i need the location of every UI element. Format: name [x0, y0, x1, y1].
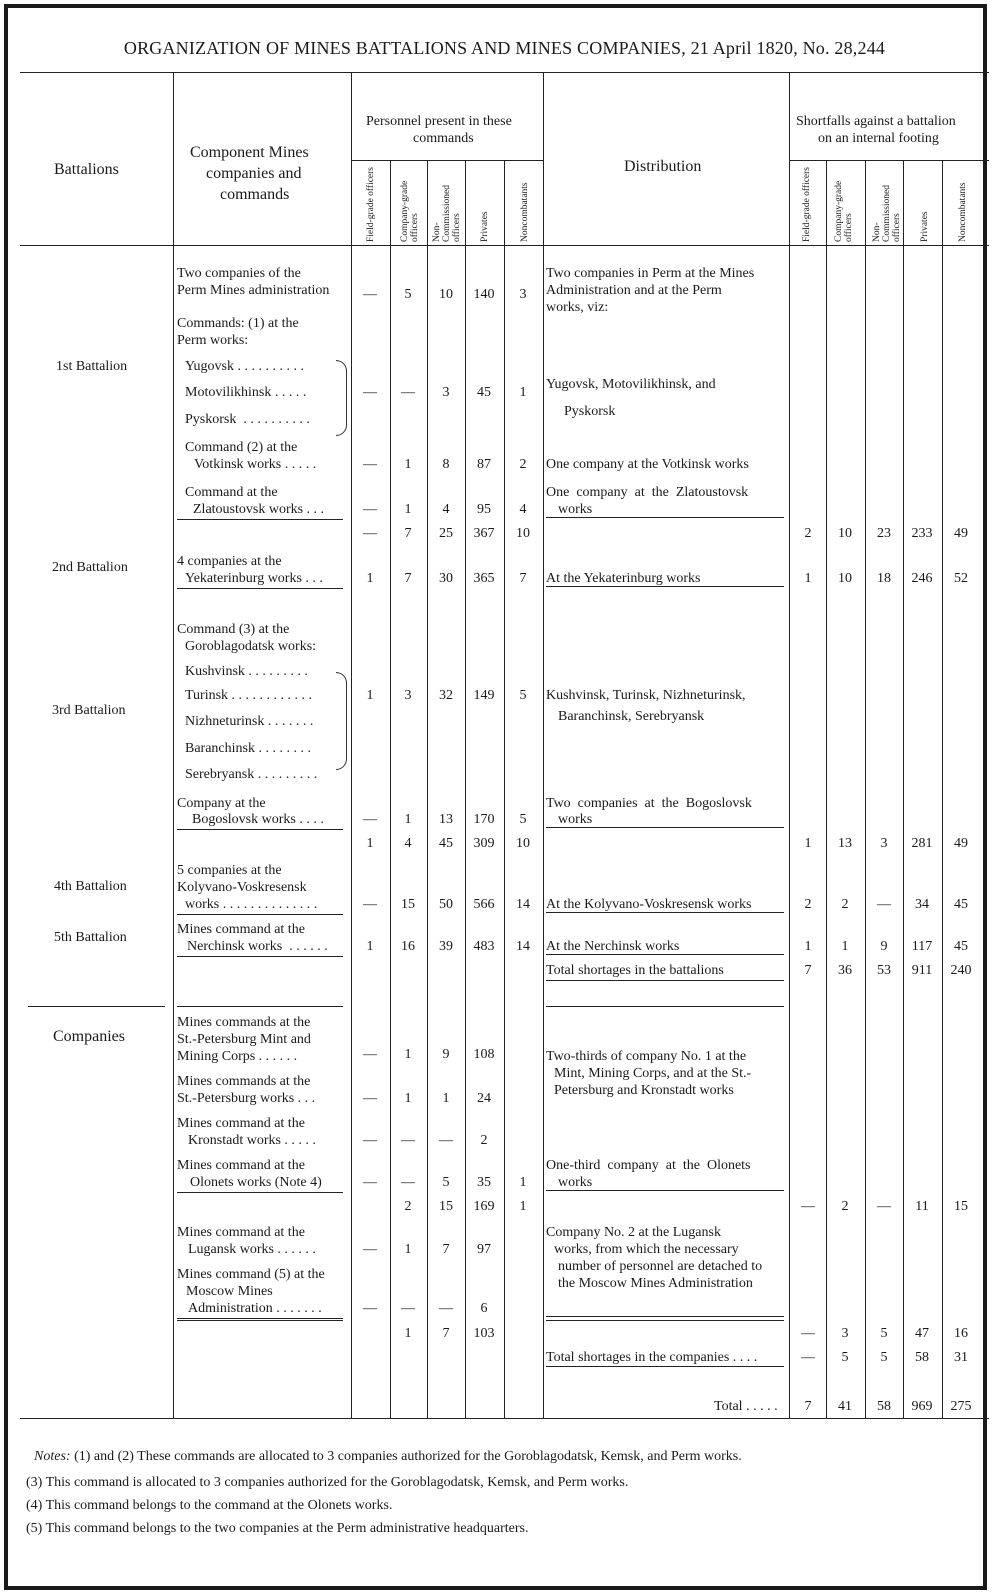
distribution-text: works	[558, 1175, 593, 1190]
present-value: 1	[404, 457, 412, 472]
header-component-3: commands	[220, 186, 290, 203]
shortfall-value: 969	[911, 1399, 933, 1414]
row-divider	[546, 980, 784, 981]
note-4: (4) This command belongs to the command at the Olonets works.	[26, 1498, 393, 1513]
brace	[336, 672, 347, 770]
distribution-text: One-third company at the Olonets	[546, 1158, 751, 1173]
component-text: Motovilikhinsk . . . . .	[185, 385, 307, 400]
component-underline	[177, 829, 343, 830]
present-value: 4	[404, 836, 412, 851]
component-text: Command at the	[185, 485, 278, 500]
present-value: —	[363, 812, 377, 827]
present-value: 5	[442, 1175, 450, 1190]
present-value: 5	[519, 812, 527, 827]
present-value: 45	[477, 385, 491, 400]
distribution-text: works	[558, 812, 593, 827]
present-value: —	[401, 1301, 415, 1316]
present-value: 35	[477, 1175, 491, 1190]
shortfall-value: 9	[880, 939, 888, 954]
shortfall-value: 31	[954, 1350, 968, 1365]
distribution-underline	[546, 912, 784, 913]
present-value: 95	[477, 502, 491, 517]
component-text: 4 companies at the	[177, 554, 282, 569]
distribution-text: Total shortages in the battalions	[546, 963, 724, 978]
shortfall-value: 23	[877, 526, 891, 541]
subheader-field-grade: Field-grade officers	[366, 166, 376, 242]
present-value: 7	[404, 526, 412, 541]
present-value: 3	[442, 385, 450, 400]
row-divider	[546, 1006, 784, 1007]
component-text: St.-Petersburg works . . .	[177, 1091, 316, 1106]
shortfall-value: 45	[954, 897, 968, 912]
present-value: 1	[519, 385, 527, 400]
distribution-text: works	[558, 502, 593, 517]
col-line	[390, 160, 391, 1418]
component-text: Kronstadt works . . . . .	[188, 1133, 316, 1148]
present-value: 2	[480, 1133, 488, 1148]
present-value: 14	[516, 897, 530, 912]
component-text: Lugansk works . . . . . .	[188, 1242, 316, 1257]
distribution-underline	[546, 517, 784, 518]
component-text: Serebryansk . . . . . . . . .	[185, 767, 318, 782]
present-value: 1	[404, 1047, 412, 1062]
note-3: (3) This command is allocated to 3 companies authorized for the Goroblagodatsk, Kemsk, and Perm works.	[26, 1475, 629, 1490]
present-value: 7	[442, 1242, 450, 1257]
shortfall-value: 16	[954, 1326, 968, 1341]
component-text: Zlatoustovsk works . . .	[193, 502, 325, 517]
col-line	[504, 160, 505, 1418]
header-shortfalls-1: Shortfalls against a battalion	[796, 114, 956, 129]
distribution-text: Pyskorsk	[564, 404, 616, 419]
present-value: 1	[366, 688, 374, 703]
distribution-text: Administration and at the Perm	[546, 283, 722, 298]
note-5: (5) This command belongs to the two companies at the Perm administrative headquarters.	[26, 1521, 529, 1536]
present-value: 1	[442, 1091, 450, 1106]
present-value: —	[363, 385, 377, 400]
component-text: Moscow Mines	[186, 1284, 273, 1299]
present-value: 3	[404, 688, 412, 703]
present-value: 140	[473, 287, 495, 302]
component-underline	[177, 1192, 343, 1193]
shortfall-value: 13	[838, 836, 852, 851]
shortfall-value: 36	[838, 963, 852, 978]
note-1	[34, 1448, 742, 1465]
present-value: 3	[519, 287, 527, 302]
subheader-company-grade: Company-grade officers	[400, 180, 420, 242]
component-text: Mines command (5) at the	[177, 1267, 325, 1282]
battalion-label-5: 5th Battalion	[54, 930, 127, 945]
shortfall-value: 1	[841, 939, 849, 954]
distribution-underline	[546, 1190, 784, 1191]
subheader-field-grade-short: Field-grade officers	[802, 166, 812, 242]
present-value: —	[439, 1301, 453, 1316]
present-value: —	[401, 385, 415, 400]
present-value: 1	[366, 836, 374, 851]
col-line	[427, 160, 428, 1418]
present-value: 483	[473, 939, 495, 954]
present-value: 149	[473, 688, 495, 703]
subheader-nco-short: Non-Commissioned officers	[872, 184, 902, 242]
present-value: 30	[439, 571, 453, 586]
present-value: —	[401, 1133, 415, 1148]
present-value: 10	[439, 287, 453, 302]
shortfall-value: 7	[804, 1399, 812, 1414]
present-value: —	[363, 526, 377, 541]
component-text: Commands: (1) at the	[177, 316, 299, 331]
component-underline	[177, 588, 343, 589]
present-value: 2	[404, 1199, 412, 1214]
component-text: Votkinsk works . . . . .	[194, 457, 317, 472]
component-text: Yekaterinburg works . . .	[185, 571, 323, 586]
col-line	[173, 72, 174, 1418]
distribution-text: At the Kolyvano-Voskresensk works	[546, 897, 752, 912]
distribution-text: Total shortages in the companies . . . .	[546, 1350, 758, 1365]
shortfall-value: —	[877, 1199, 891, 1214]
col-line	[826, 160, 827, 1418]
header-distribution: Distribution	[624, 158, 702, 175]
distribution-underline	[546, 827, 784, 828]
shortfall-value: 34	[915, 897, 929, 912]
component-text: Mines command at the	[177, 1116, 305, 1131]
shortfall-value: 58	[877, 1399, 891, 1414]
present-value: 566	[473, 897, 495, 912]
distribution-text: One company at the Zlatoustovsk	[546, 485, 749, 500]
present-value: 169	[473, 1199, 495, 1214]
shortfall-value: 246	[911, 571, 933, 586]
component-text: Pyskorsk . . . . . . . . . .	[185, 412, 310, 427]
component-text: 5 companies at the	[177, 863, 282, 878]
shortfall-value: 53	[877, 963, 891, 978]
present-value: 24	[477, 1091, 491, 1106]
present-value: 1	[404, 1091, 412, 1106]
present-value: 365	[473, 571, 495, 586]
row-divider	[177, 1006, 343, 1007]
present-value: —	[363, 1242, 377, 1257]
present-value: 5	[404, 287, 412, 302]
component-underline	[177, 914, 343, 915]
shortfall-value: 7	[804, 963, 812, 978]
distribution-text: Two-thirds of company No. 1 at the	[546, 1049, 747, 1064]
present-value: 14	[516, 939, 530, 954]
distribution-text: Petersburg and Kronstadt works	[554, 1083, 734, 1098]
header-present-1: Personnel present in these	[366, 114, 512, 129]
component-text: Yugovsk . . . . . . . . . .	[185, 359, 305, 374]
header-battalions: Battalions	[54, 161, 119, 178]
component-text: Turinsk . . . . . . . . . . . .	[185, 688, 313, 703]
distribution-text: At the Nerchinsk works	[546, 939, 680, 954]
component-text: Nerchinsk works . . . . . .	[187, 939, 328, 954]
present-subheader-line	[351, 160, 543, 161]
component-text: Olonets works (Note 4)	[190, 1175, 322, 1190]
present-value: —	[401, 1175, 415, 1190]
component-underline	[177, 519, 343, 520]
present-value: 7	[442, 1326, 450, 1341]
shortfall-value: 240	[950, 963, 972, 978]
shortfall-value: 1	[804, 939, 812, 954]
distribution-underline	[546, 954, 784, 955]
shortfall-value: 49	[954, 836, 968, 851]
component-text: Bogoslovsk works . . . .	[192, 812, 324, 827]
note-1-text: (1) and (2) These commands are allocated to 3 companies authorized for the Goroblagodatsk, Kemsk, and Perm works.	[74, 1449, 742, 1464]
distribution-underline	[546, 586, 784, 587]
shortfall-value: 911	[911, 963, 933, 978]
present-value: 10	[516, 526, 530, 541]
shortfall-value: 281	[911, 836, 933, 851]
shortfall-value: 18	[877, 571, 891, 586]
col-line	[351, 72, 352, 1418]
present-value: 2	[519, 457, 527, 472]
present-value: 367	[473, 526, 495, 541]
shortfall-value: —	[801, 1350, 815, 1365]
component-text: Mining Corps . . . . . .	[177, 1049, 298, 1064]
title-divider	[20, 72, 989, 73]
notes-label: Notes:	[34, 1449, 71, 1464]
battalion-label-1: 1st Battalion	[56, 359, 128, 374]
distribution-text: Mint, Mining Corps, and at the St.-	[554, 1066, 752, 1081]
table-area	[20, 20, 989, 1592]
header-present-2: commands	[413, 131, 474, 146]
shortfall-value: —	[801, 1326, 815, 1341]
present-value: 50	[439, 897, 453, 912]
page-title: ORGANIZATION OF MINES BATTALIONS AND MINES COMPANIES, 21 April 1820, No. 28,244	[123, 38, 886, 58]
shortfall-value: —	[801, 1199, 815, 1214]
distribution-text: Baranchinsk, Serebryansk	[558, 709, 705, 724]
subheader-nco: Non-Commissioned officers	[432, 184, 462, 242]
page-frame	[4, 4, 987, 1590]
header-component-1: Component Mines	[190, 144, 309, 161]
present-value: —	[363, 1091, 377, 1106]
component-text: Perm Mines administration	[177, 283, 330, 298]
subheader-privates: Privates	[480, 211, 490, 242]
shortfall-value: 15	[954, 1199, 968, 1214]
present-value: 8	[442, 457, 450, 472]
battalion-label-companies: Companies	[53, 1028, 125, 1045]
component-underline	[177, 1318, 343, 1319]
present-value: —	[363, 897, 377, 912]
shortfall-value: 10	[838, 526, 852, 541]
component-text: Kolyvano-Voskresensk	[177, 880, 307, 895]
shortfall-value: 52	[954, 571, 968, 586]
distribution-text: At the Yekaterinburg works	[546, 571, 701, 586]
shortfall-value: 117	[911, 939, 933, 954]
present-value: 7	[519, 571, 527, 586]
shortfall-value: 275	[950, 1399, 972, 1414]
present-value: —	[363, 1175, 377, 1190]
shortfall-value: 5	[841, 1350, 849, 1365]
present-value: 103	[473, 1326, 495, 1341]
col-line	[865, 160, 866, 1418]
present-value: 108	[473, 1047, 495, 1062]
shortfall-value: 233	[911, 526, 933, 541]
subheader-privates-short: Privates	[920, 211, 930, 242]
shortfall-value: 41	[838, 1399, 852, 1414]
present-value: 16	[401, 939, 415, 954]
subheader-company-grade-short: Company-grade officers	[834, 180, 854, 242]
component-text: Perm works:	[177, 333, 249, 348]
col-line	[903, 160, 904, 1418]
brace	[336, 360, 347, 436]
present-value: —	[363, 502, 377, 517]
shortfall-value: 3	[880, 836, 888, 851]
component-text: Company at the	[177, 796, 266, 811]
shortfall-value: 10	[838, 571, 852, 586]
distribution-text: One company at the Votkinsk works	[546, 457, 749, 472]
shortfall-value: 3	[841, 1326, 849, 1341]
component-text: Mines commands at the	[177, 1015, 311, 1030]
distribution-text: Two companies at the Bogoslovsk	[546, 796, 752, 811]
shortfall-value: 45	[954, 939, 968, 954]
distribution-text: Company No. 2 at the Lugansk	[546, 1225, 721, 1240]
component-text: St.-Petersburg Mint and	[177, 1032, 311, 1047]
shortfall-value: 49	[954, 526, 968, 541]
subheader-noncombatants: Noncombatants	[520, 182, 530, 242]
battalion-label-2: 2nd Battalion	[52, 560, 128, 575]
table-bottom-line	[20, 1418, 989, 1419]
component-text: Goroblagodatsk works:	[185, 639, 317, 654]
row-divider	[546, 1320, 784, 1321]
present-value: —	[363, 1301, 377, 1316]
shortfall-value: 11	[915, 1199, 929, 1214]
row-divider	[177, 1320, 343, 1321]
component-text: Command (3) at the	[177, 622, 290, 637]
present-value: 1	[404, 1242, 412, 1257]
row-divider	[546, 1366, 784, 1367]
shortfall-value: 2	[841, 1199, 849, 1214]
present-value: 1	[366, 939, 374, 954]
present-value: 87	[477, 457, 491, 472]
present-value: 13	[439, 812, 453, 827]
present-value: 5	[519, 688, 527, 703]
present-value: —	[363, 287, 377, 302]
present-value: 170	[473, 812, 495, 827]
shortfall-value: 1	[804, 571, 812, 586]
battalion-label-3: 3rd Battalion	[52, 703, 126, 718]
present-value: 25	[439, 526, 453, 541]
present-value: 1	[404, 812, 412, 827]
shortfall-value: 1	[804, 836, 812, 851]
present-value: 309	[473, 836, 495, 851]
shortfall-value: 47	[915, 1326, 929, 1341]
shortfall-value: —	[877, 897, 891, 912]
present-value: —	[363, 1133, 377, 1148]
shortfall-value: 2	[804, 526, 812, 541]
battalion-label-4: 4th Battalion	[54, 879, 127, 894]
component-text: Administration . . . . . . .	[188, 1301, 322, 1316]
shortfall-value: 2	[804, 897, 812, 912]
component-text: Baranchinsk . . . . . . . .	[185, 741, 311, 756]
present-value: 1	[519, 1199, 527, 1214]
col-line	[789, 72, 790, 1418]
col-line	[543, 72, 544, 1418]
distribution-text: works, viz:	[546, 300, 609, 315]
component-text: Two companies of the	[177, 266, 301, 281]
distribution-underline	[546, 1316, 784, 1317]
col-line	[465, 160, 466, 1418]
component-text: works . . . . . . . . . . . . . .	[185, 897, 318, 912]
present-value: 15	[401, 897, 415, 912]
distribution-text: the Moscow Mines Administration	[558, 1276, 753, 1291]
subheader-noncombatants-short: Noncombatants	[958, 182, 968, 242]
present-value: 1	[366, 571, 374, 586]
distribution-text: Two companies in Perm at the Mines	[546, 266, 755, 281]
present-value: 7	[404, 571, 412, 586]
component-underline	[177, 956, 343, 957]
present-value: —	[363, 457, 377, 472]
present-value: 32	[439, 688, 453, 703]
header-component-2: companies and	[206, 165, 302, 182]
component-text: Command (2) at the	[185, 440, 298, 455]
shortfall-subheader-line	[789, 160, 989, 161]
shortfall-value: 58	[915, 1350, 929, 1365]
present-value: 45	[439, 836, 453, 851]
companies-divider	[28, 1006, 165, 1007]
shortfall-value: 2	[841, 897, 849, 912]
component-text: Mines commands at the	[177, 1074, 311, 1089]
present-value: 1	[404, 1326, 412, 1341]
component-text: Nizhneturinsk . . . . . . .	[185, 714, 314, 729]
present-value: 4	[519, 502, 527, 517]
shortfall-value: 5	[880, 1326, 888, 1341]
distribution-text: number of personnel are detached to	[558, 1259, 763, 1274]
distribution-text: Kushvinsk, Turinsk, Nizhneturinsk,	[546, 688, 746, 703]
present-value: 4	[442, 502, 450, 517]
present-value: 9	[442, 1047, 450, 1062]
distribution-text: works, from which the necessary	[554, 1242, 739, 1257]
distribution-text: Total . . . . .	[714, 1399, 778, 1414]
col-line	[942, 160, 943, 1418]
present-value: 15	[439, 1199, 453, 1214]
component-text: Mines command at the	[177, 1225, 305, 1240]
component-text: Mines command at the	[177, 922, 305, 937]
present-value: 6	[480, 1301, 488, 1316]
present-value: —	[439, 1133, 453, 1148]
header-shortfalls-2: on an internal footing	[818, 131, 939, 146]
present-value: 97	[477, 1242, 491, 1257]
present-value: 1	[519, 1175, 527, 1190]
distribution-text: Yugovsk, Motovilikhinsk, and	[546, 377, 716, 392]
present-value: 1	[404, 502, 412, 517]
present-value: 39	[439, 939, 453, 954]
component-text: Mines command at the	[177, 1158, 305, 1173]
present-value: —	[363, 1047, 377, 1062]
present-value: 10	[516, 836, 530, 851]
component-text: Kushvinsk . . . . . . . . .	[185, 664, 308, 679]
shortfall-value: 5	[880, 1350, 888, 1365]
